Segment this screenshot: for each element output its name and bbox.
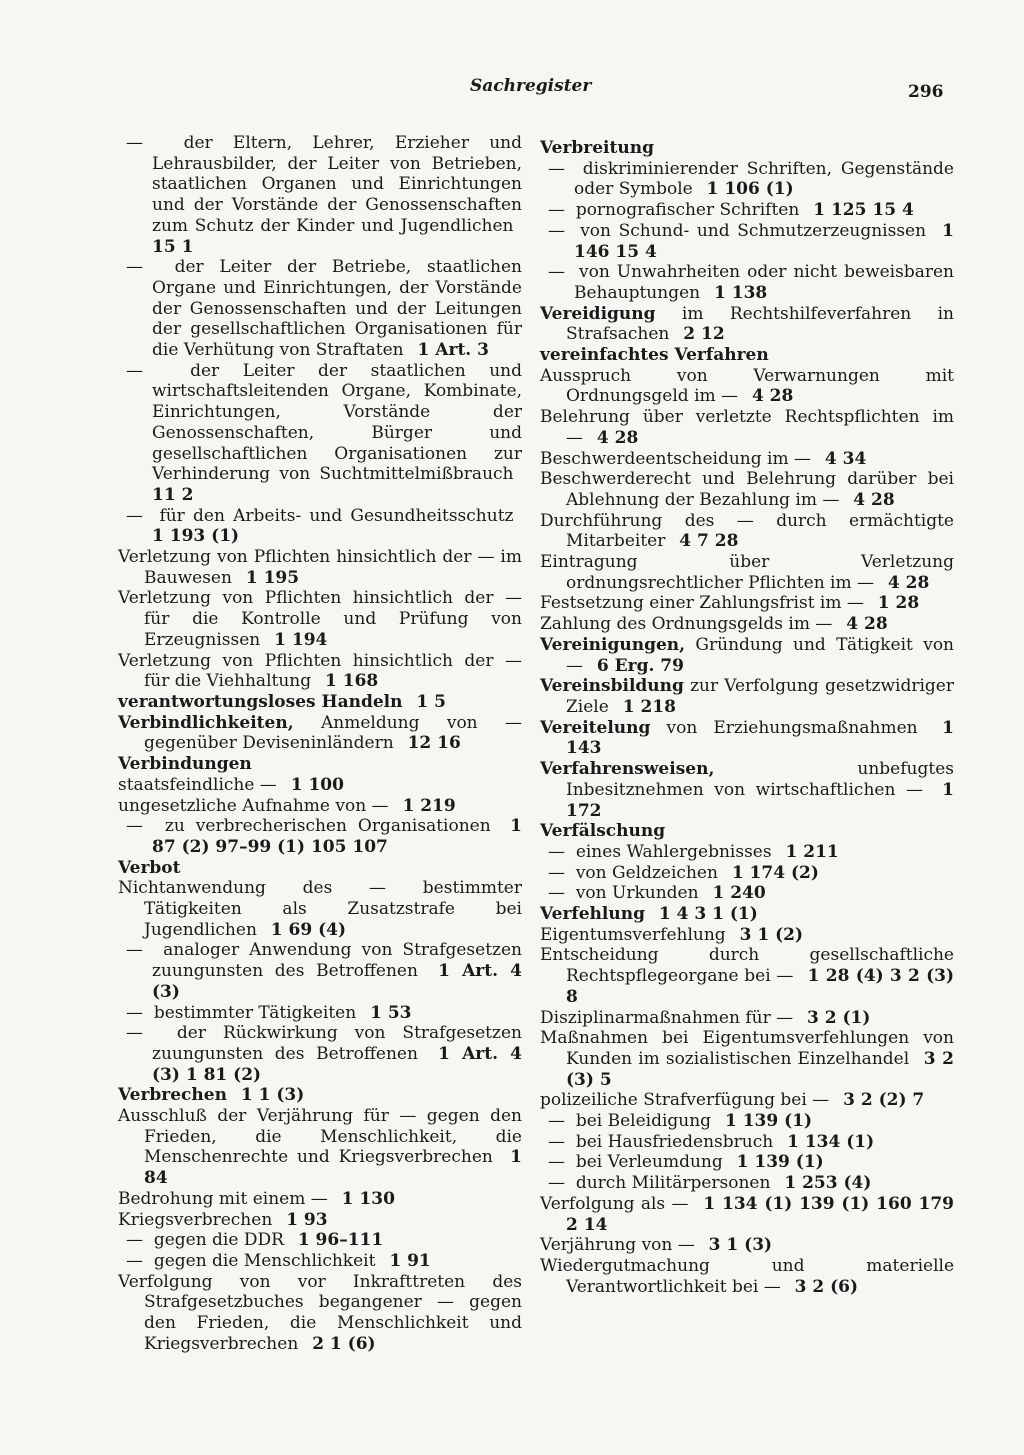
index-entry — [540, 1028, 954, 1090]
index-entry — [540, 718, 954, 759]
index-subentry — [540, 842, 954, 863]
reference: 1 96–111 — [297, 1230, 384, 1251]
entry-text: pornografischer Schriften — [575, 200, 800, 221]
index-entry — [540, 759, 954, 821]
reference: 3 2 (2) 7 — [843, 1090, 925, 1111]
entry-text: Gründung und Tätigkeit von— — [566, 634, 954, 676]
headword: Verfahrensweisen, — [540, 759, 715, 780]
entry-text: bei Verleumdung — [575, 1152, 723, 1173]
index-entry — [540, 449, 954, 470]
index-heading — [540, 821, 954, 842]
reference: 1 134 (1) 139 (1) 160 179 2 14 — [566, 1193, 954, 1235]
entry-text: eines Wahlergebnisses — [575, 841, 772, 862]
entry-text: Wiedergutmachung und materielle Verantwortlichkeit bei — — [540, 1255, 954, 1297]
headword: vereinfachtes Verfahren — [540, 345, 769, 366]
headword: Vereitelung — [540, 717, 651, 738]
reference: 4 28 — [846, 614, 888, 635]
index-entry — [118, 1189, 522, 1210]
headword: verantwortungsloses Handeln — [118, 691, 403, 712]
index-entry — [118, 651, 522, 692]
index-entry — [118, 1272, 522, 1355]
index-subentry — [540, 1132, 954, 1153]
entry-text: Bedrohung mit einem — — [118, 1188, 328, 1209]
headword: Verbrechen — [118, 1085, 227, 1106]
reference: 1 195 — [245, 567, 300, 588]
index-entry — [118, 1085, 522, 1106]
entry-text: Anmeldung von — gegenüber Deviseninländern — [144, 712, 522, 754]
index-subentry — [118, 816, 522, 857]
index-subentry — [540, 1173, 954, 1194]
reference: 1 194 — [274, 629, 328, 650]
entry-text: Eintragung über Verletzung ordnungsrechtlicher Pflichten im — — [540, 552, 954, 593]
index-entry — [540, 945, 954, 1007]
running-header: Sachregister — [470, 76, 592, 96]
entry-text: zu verbrecherischen Organisationen — [164, 816, 491, 837]
entry-text: unbefugtes Inbesitznehmen von wirtschaftlichen — — [566, 759, 954, 800]
index-entry — [540, 469, 954, 510]
index-entry — [540, 304, 954, 345]
reference: 1 125 15 4 — [813, 200, 914, 221]
entry-text: zur Verfolgung gesetzwidriger Ziele — [566, 676, 954, 717]
entry-text: Verletzung von Pflichten hinsichtlich der — im Bauwesen — [118, 547, 522, 588]
index-subentry — [540, 883, 954, 904]
reference: 1 100 — [290, 774, 344, 795]
reference: 1 146 15 4 — [574, 220, 955, 262]
reference: 1 Art. 4 (3) 1 81 (2) — [152, 1043, 523, 1085]
index-subentry — [118, 1251, 522, 1272]
entry-text: Eigentumsverfehlung — [540, 924, 726, 945]
entry-text: diskriminierender Schriften, Gegenstände oder Symbole — [574, 158, 954, 200]
reference: 1 168 — [325, 671, 379, 692]
index-entry — [540, 1235, 954, 1256]
reference: 4 28 — [887, 572, 930, 593]
index-heading — [540, 345, 954, 366]
reference: 2 1 (6) — [312, 1333, 376, 1354]
entry-text: Beschwerdeentscheidung im — — [540, 448, 811, 469]
index-subentry — [540, 1152, 954, 1173]
index-entry — [118, 713, 522, 754]
entry-text: staatsfeindliche — — [118, 774, 277, 795]
index-entry — [118, 775, 522, 796]
reference: 3 2 (1) — [807, 1007, 871, 1028]
index-entry — [540, 407, 954, 448]
entry-text: von Urkunden — [575, 883, 699, 904]
reference: 1 134 (1) — [787, 1131, 875, 1152]
reference: 1 139 (1) — [724, 1111, 813, 1132]
headword: Verfehlung — [540, 904, 645, 925]
headword: Vereinigungen, — [540, 634, 686, 655]
reference: 1 253 (4) — [784, 1173, 872, 1194]
entry-text: Durchführung des — durch ermächtigte Mitarbeiter — [540, 510, 954, 552]
reference: 1 4 3 1 (1) — [658, 904, 758, 925]
entry-text: Zahlung des Ordnungsgelds im — — [540, 614, 833, 635]
reference: 1 143 — [566, 717, 954, 759]
reference: 1 174 (2) — [731, 862, 819, 883]
reference: 1 193 (1) — [152, 526, 240, 547]
index-subentry — [118, 1230, 522, 1251]
entry-text: Ausspruch von Verwarnungen mit Ordnungsgeld im — — [540, 365, 954, 407]
index-entry — [118, 692, 522, 713]
index-subentry — [540, 200, 954, 221]
reference: 1 172 — [566, 779, 954, 821]
entry-text: Beschwerderecht und Belehrung darüber bei Ablehnung der Bezahlung im — — [540, 469, 954, 510]
reference: 1 211 — [785, 841, 839, 862]
reference: 1 84 — [144, 1147, 522, 1189]
entry-text: bestimmter Tätigkeiten — [153, 1002, 357, 1023]
headword: Vereidigung — [540, 303, 656, 324]
index-subentry — [118, 361, 522, 506]
index-subentry — [118, 1023, 522, 1085]
reference: 1 87 (2) 97–99 (1) 105 107 — [152, 816, 522, 857]
reference: 1 Art. 4 (3) — [152, 961, 523, 1002]
index-entry — [118, 588, 522, 650]
entry-text: Nichtanwendung des — bestimmter Tätigkeiten als Zusatzstrafe bei Jugendlichen — [118, 878, 522, 940]
index-entry — [118, 547, 522, 588]
entry-text: Disziplinarmaßnahmen für — — [540, 1007, 794, 1028]
entry-text: gegen die DDR — [153, 1230, 284, 1251]
reference: 1 106 (1) — [706, 179, 794, 200]
index-entry — [540, 511, 954, 552]
entry-text: Festsetzung einer Zahlungsfrist im — — [540, 593, 864, 614]
reference: 1 1 (3) — [240, 1085, 305, 1106]
headword: Verfälschung — [540, 821, 666, 842]
entry-text: durch Militärpersonen — [575, 1173, 771, 1194]
reference: 4 28 — [596, 427, 639, 448]
reference: 1 91 — [389, 1250, 431, 1271]
entry-text: Ausschluß der Verjährung für — gegen den Frieden, die Menschlichkeit, die Menschenrechte und Kriegsverbrechen — [118, 1106, 522, 1168]
headword: Verbindlichkeiten, — [118, 712, 294, 733]
reference: 1 28 — [877, 593, 920, 614]
entry-text: der Leiter der staatlichen und wirtschaftsleitenden Organe, Kombinate, Einrichtungen, Vorstände der Genossenschaften, Bürger und gesellschaftlichen Organisationen zur Verhinderung von Suchtmittelmißbrauch — [152, 360, 522, 485]
entry-text: Belehrung über verletzte Rechtspflichten im — — [540, 407, 954, 448]
index-entry — [540, 552, 954, 593]
headword: Verbreitung — [540, 138, 654, 158]
index-subentry — [118, 940, 522, 1002]
entry-text: der Leiter der Betriebe, staatlichen Organe und Einrichtungen, der Vorstände der Genossenschaften und der Leitungen der gesellschaftlichen Organisationen für die Verhütung von Straftaten — [152, 257, 522, 361]
index-subentry — [540, 863, 954, 884]
index-entry — [540, 1256, 954, 1297]
entry-text: für den Arbeits- und Gesundheitsschutz — [159, 505, 514, 526]
reference: 1 93 — [286, 1209, 328, 1230]
index-heading — [540, 138, 954, 159]
reference: 1 69 (4) — [270, 919, 347, 940]
reference: 11 2 — [152, 484, 194, 505]
reference: 3 2 (6) — [794, 1276, 859, 1297]
headword: Verbindungen — [118, 754, 252, 775]
index-subentry — [540, 159, 954, 200]
reference: 1 240 — [712, 883, 766, 904]
entry-text: der Eltern, Lehrer, Erzieher und Lehrausbilder, der Leiter von Betrieben, staatlichen Organen und Einrichtungen und der Vorstände der Genossenschaften zum Schutz der Kinder und Jugendlichen — [152, 133, 522, 236]
index-heading — [118, 858, 522, 879]
entry-text: ungesetzliche Aufnahme von — — [118, 795, 389, 816]
entry-text: Verjährung von — — [540, 1235, 695, 1256]
entry-text: von Unwahrheiten oder nicht beweisbaren Behauptungen — [574, 262, 954, 303]
entry-text: Verfolgung als — — [540, 1193, 689, 1214]
reference: 4 7 28 — [679, 531, 739, 552]
index-entry — [118, 1210, 522, 1231]
reference: 1 130 — [341, 1188, 395, 1209]
reference: 3 2 (3) 5 — [566, 1048, 955, 1090]
index-subentry — [118, 1003, 522, 1024]
index-entry — [118, 1106, 522, 1189]
entry-text: von Geldzeichen — [575, 862, 718, 883]
index-entry — [118, 878, 522, 940]
reference: 4 34 — [824, 448, 867, 469]
entry-text: polizeiliche Strafverfügung bei — — [540, 1090, 830, 1111]
entry-text: bei Beleidigung — [575, 1111, 712, 1132]
headword: Vereinsbildung — [540, 676, 684, 697]
index-entry — [540, 1194, 954, 1235]
reference: 1 219 — [402, 795, 456, 816]
entry-text: Entscheidung durch gesellschaftliche Rechtspflegeorgane bei — — [540, 945, 954, 987]
reference: 1 138 — [714, 282, 768, 303]
right-column — [540, 138, 954, 1297]
page-number: 296 — [908, 82, 944, 102]
entry-text: von Schund- und Schmutzerzeugnissen — [580, 220, 927, 241]
index-entry — [540, 1090, 954, 1111]
entry-text: der Rückwirkung von Strafgesetzen zuungunsten des Betroffenen — [152, 1023, 522, 1064]
reference: 1 5 — [416, 691, 446, 712]
entry-text: Verletzung von Pflichten hinsichtlich der — für die Kontrolle und Prüfung von Erzeugnissen — [118, 588, 522, 650]
index-entry — [540, 593, 954, 614]
reference: 1 218 — [622, 696, 676, 717]
index-subentry — [118, 133, 522, 257]
reference: 4 28 — [751, 386, 794, 407]
reference: 1 53 — [370, 1002, 412, 1023]
index-entry — [540, 1008, 954, 1029]
entry-text: Verletzung von Pflichten hinsichtlich der — für die Viehhaltung — [118, 650, 522, 692]
entry-text: von Erziehungsmaßnahmen — [666, 717, 918, 738]
index-entry — [540, 366, 954, 407]
reference: 6 Erg. 79 — [596, 655, 684, 676]
entry-text: bei Hausfriedensbruch — [575, 1131, 774, 1152]
index-entry — [540, 635, 954, 676]
reference: 1 139 (1) — [736, 1152, 824, 1173]
index-subentry — [118, 506, 522, 547]
index-heading — [118, 754, 522, 775]
entry-text: Kriegsverbrechen — [118, 1209, 273, 1230]
reference: 12 16 — [407, 733, 461, 754]
reference: 15 1 — [152, 236, 194, 257]
headword: Verbot — [118, 857, 181, 878]
reference: 1 Art. 3 — [417, 340, 489, 361]
index-entry — [540, 676, 954, 717]
index-subentry — [118, 257, 522, 361]
index-entry — [540, 925, 954, 946]
entry-text: Verfolgung von vor Inkrafttreten des Strafgesetzbuches begangener — gegen den Frieden, die Menschlichkeit und Kriegsverbrechen — [118, 1271, 522, 1354]
index-subentry — [540, 262, 954, 303]
index-entry — [540, 904, 954, 925]
left-column — [118, 133, 522, 1354]
reference: 4 28 — [853, 489, 895, 510]
reference: 1 28 (4) 3 2 (3) 8 — [566, 966, 955, 1007]
index-subentry — [540, 221, 954, 262]
reference: 3 1 (2) — [739, 924, 803, 945]
index-entry — [540, 614, 954, 635]
entry-text: gegen die Menschlichkeit — [153, 1250, 376, 1271]
entry-text: analoger Anwendung von Strafgesetzen zuungunsten des Betroffenen — [152, 940, 523, 982]
reference: 3 1 (3) — [708, 1235, 773, 1256]
entry-text: Maßnahmen bei Eigentumsverfehlungen von Kunden im sozialistischen Einzelhandel — [540, 1028, 954, 1069]
entry-text: im Rechtshilfeverfahren in Strafsachen — [566, 303, 954, 345]
reference: 2 12 — [683, 324, 725, 345]
index-subentry — [540, 1111, 954, 1132]
index-entry — [118, 796, 522, 817]
